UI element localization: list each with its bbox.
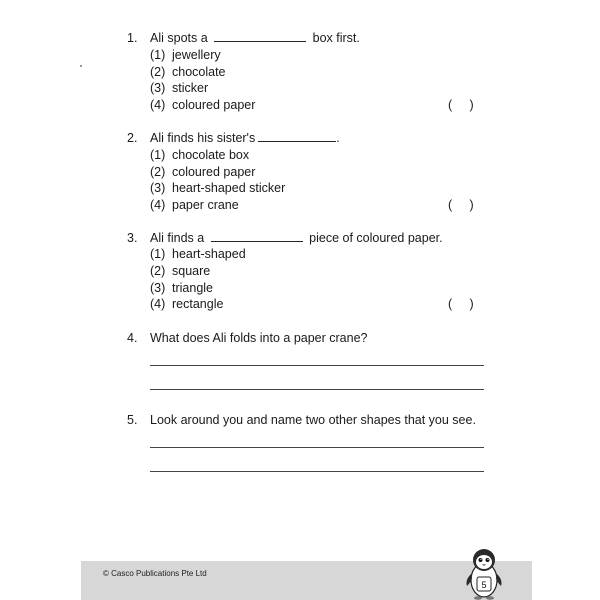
option-2[interactable]: (2) square — [150, 264, 211, 278]
question-stem: Look around you and name two other shapes that you see. — [150, 413, 476, 427]
question-number: 3. — [127, 231, 138, 245]
question-stem: What does Ali folds into a paper crane? — [150, 331, 368, 345]
option-1[interactable]: (1) chocolate box — [150, 148, 250, 162]
answer-line[interactable] — [150, 447, 484, 448]
fill-blank[interactable] — [258, 131, 336, 142]
page-number: 5 — [481, 580, 487, 590]
answer-bracket[interactable]: ( ) — [448, 198, 474, 212]
question-stem: Ali finds his sister's . — [150, 131, 340, 145]
copyright-text: © Casco Publications Pte Ltd — [103, 569, 207, 578]
question-number: 1. — [127, 31, 138, 45]
option-4[interactable]: (4) paper crane — [150, 198, 239, 212]
answer-bracket[interactable]: ( ) — [448, 98, 474, 112]
option-3[interactable]: (3) sticker — [150, 81, 209, 95]
option-3[interactable]: (3) triangle — [150, 281, 213, 295]
answer-line[interactable] — [150, 389, 484, 390]
answer-line[interactable] — [150, 365, 484, 366]
option-4[interactable]: (4) coloured paper — [150, 98, 256, 112]
answer-bracket[interactable]: ( ) — [448, 297, 474, 311]
question-stem: Ali spots a box first. — [150, 31, 360, 45]
margin-mark — [80, 65, 82, 67]
fill-blank[interactable] — [211, 231, 303, 242]
option-1[interactable]: (1) heart-shaped — [150, 247, 246, 261]
answer-line[interactable] — [150, 471, 484, 472]
penguin-mascot-icon — [464, 546, 504, 600]
option-3[interactable]: (3) heart-shaped sticker — [150, 181, 286, 195]
option-4[interactable]: (4) rectangle — [150, 297, 224, 311]
question-number: 2. — [127, 131, 138, 145]
question-number: 4. — [127, 331, 138, 345]
option-2[interactable]: (2) coloured paper — [150, 165, 256, 179]
question-stem: Ali finds a piece of coloured paper. — [150, 231, 443, 245]
option-2[interactable]: (2) chocolate — [150, 65, 226, 79]
fill-blank[interactable] — [214, 31, 306, 42]
option-1[interactable]: (1) jewellery — [150, 48, 221, 62]
question-number: 5. — [127, 413, 138, 427]
